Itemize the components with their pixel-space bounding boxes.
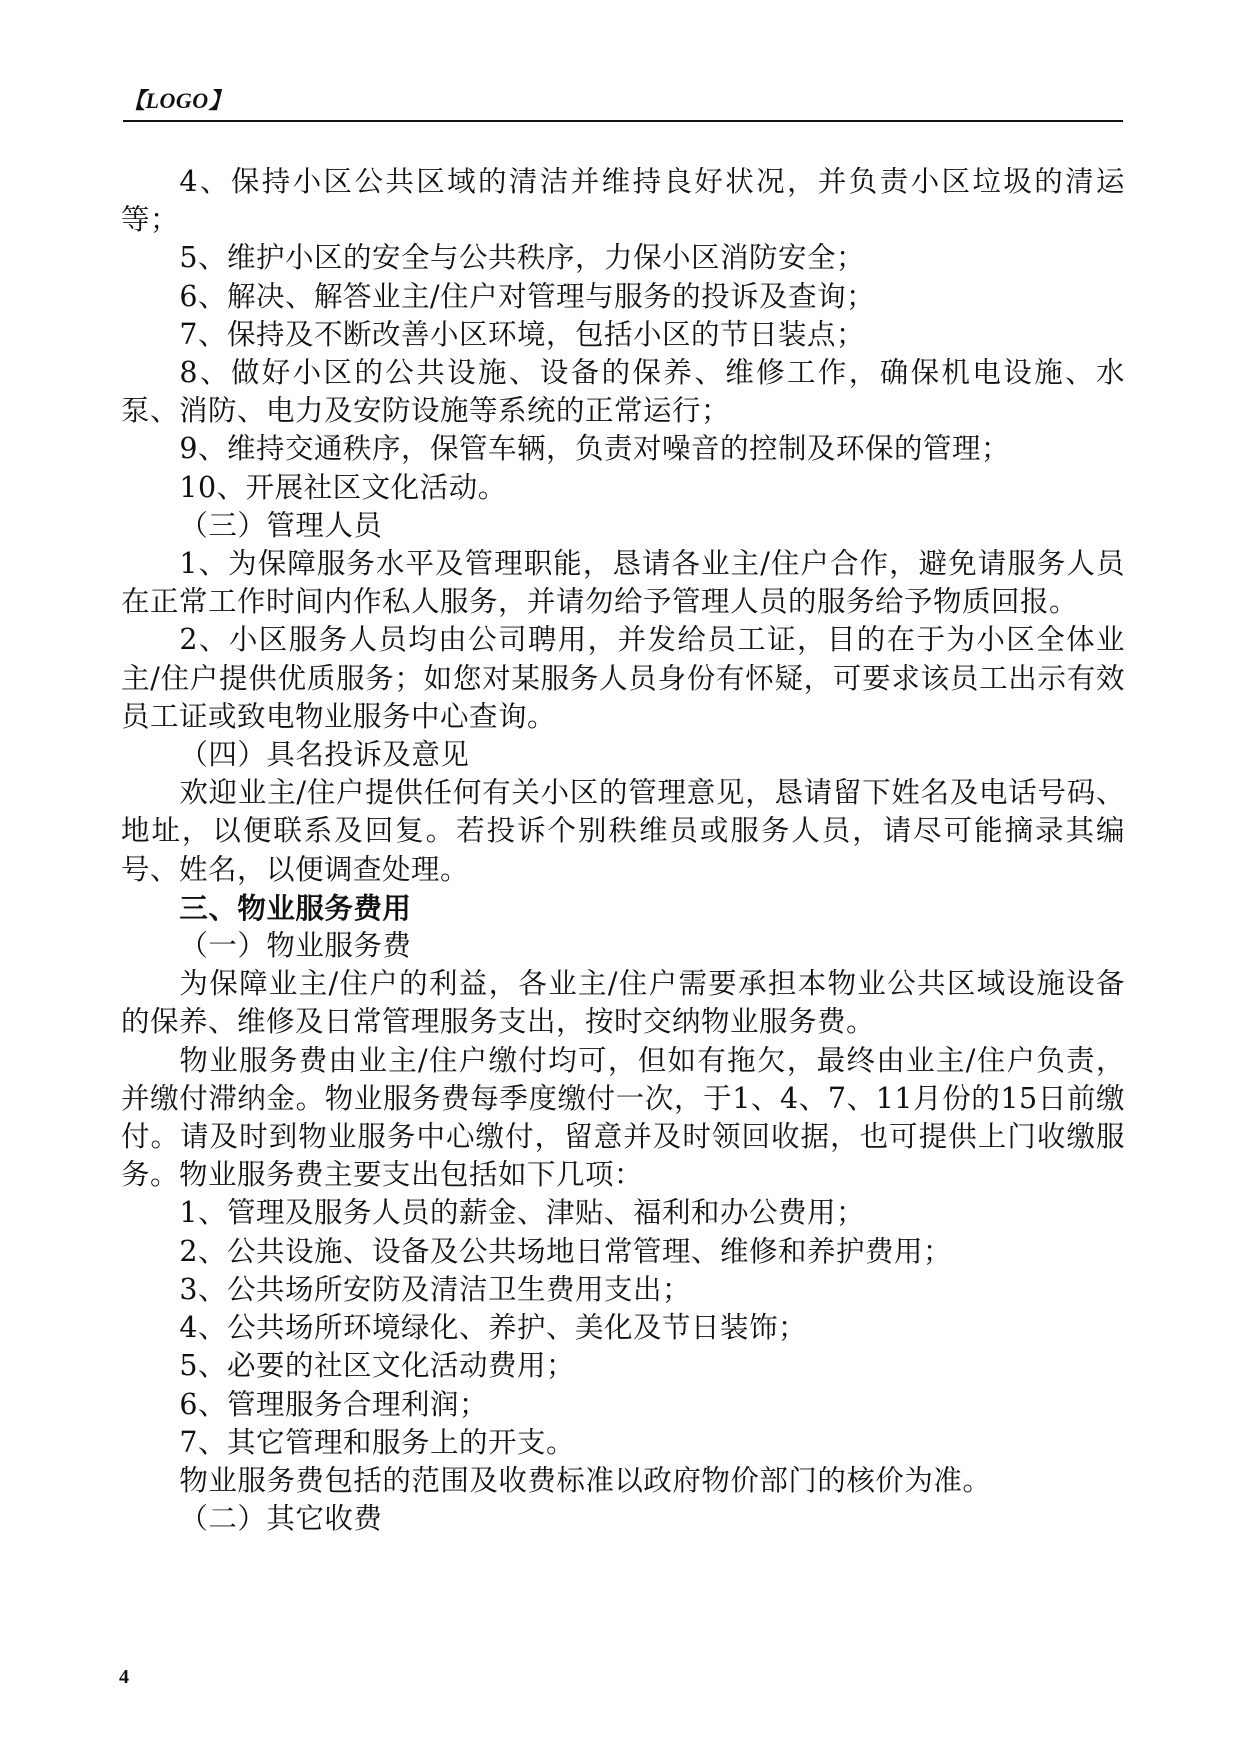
fee-list-item-2: 2、公共设施、设备及公共场地日常管理、维修和养护费用； <box>179 1234 953 1268</box>
paragraph-item-10: 10、开展社区文化活动。 <box>179 470 507 504</box>
page-number: 4 <box>119 1666 129 1688</box>
paragraph-fee-purpose: 为保障业主/住户的利益，各业主/住户需要承担本物业公共区域设施设备的保养、维修及日常管理服务支出，按时交纳物业服务费。 <box>121 967 1125 1039</box>
fee-list-item-1: 1、管理及服务人员的薪金、津贴、福利和办公费用； <box>179 1196 866 1230</box>
document-body <box>121 163 1125 1538</box>
paragraph-item-4: 4、保持小区公共区域的清洁并维持良好状况，并负责小区垃圾的清运等； <box>121 165 1125 237</box>
paragraph-item-7: 7、保持及不断改善小区环境，包括小区的节日装点； <box>179 317 866 351</box>
page-header <box>123 86 1123 122</box>
paragraph-staff-1: 1、为保障服务水平及管理职能，恳请各业主/住户合作，避免请服务人员在正常工作时间内作私人服务，并请勿给予管理人员的服务给予物质回报。 <box>121 547 1125 619</box>
paragraph-item-8: 8、做好小区的公共设施、设备的保养、维修工作，确保机电设施、水泵、消防、电力及安防设施等系统的正常运行； <box>121 356 1125 428</box>
fee-list-item-5: 5、必要的社区文化活动费用； <box>179 1349 576 1383</box>
fee-list-item-4: 4、公共场所环境绿化、养护、美化及节日装饰； <box>179 1311 808 1345</box>
paragraph-item-9: 9、维持交通秩序，保管车辆，负责对噪音的控制及环保的管理； <box>179 432 1011 466</box>
fee-list-item-6: 6、管理服务合理利润； <box>179 1387 489 1421</box>
fee-list-item-3: 3、公共场所安防及清洁卫生费用支出； <box>179 1272 692 1306</box>
paragraph-complaints: 欢迎业主/住户提供任何有关小区的管理意见，恳请留下姓名及电话号码、地址，以便联系及回复。若投诉个别秩维员或服务人员，请尽可能摘录其编号、姓名，以便调查处理。 <box>121 776 1125 886</box>
subsection-heading-other-charges: （二）其它收费 <box>179 1502 383 1536</box>
section-heading-complaints: （四）具名投诉及意见 <box>179 738 470 772</box>
fee-list-item-7: 7、其它管理和服务上的开支。 <box>179 1425 576 1459</box>
paragraph-staff-2: 2、小区服务人员均由公司聘用，并发给员工证，目的在于为小区全体业主/住户提供优质服务；如您对某服务人员身份有怀疑，可要求该员工出示有效员工证或致电物业服务中心查询。 <box>121 623 1125 733</box>
logo-text: 【LOGO】 <box>123 88 232 113</box>
subsection-heading-property-fee: （一）物业服务费 <box>179 929 412 963</box>
paragraph-item-6: 6、解决、解答业主/住户对管理与服务的投诉及查询； <box>179 279 876 313</box>
section-heading-management-staff: （三）管理人员 <box>179 508 383 542</box>
paragraph-item-5: 5、维护小区的安全与公共秩序，力保小区消防安全； <box>179 241 866 275</box>
paragraph-fee-standard: 物业服务费包括的范围及收费标准以政府物价部门的核价为准。 <box>179 1463 992 1497</box>
section-heading-service-fees: 三、物业服务费用 <box>179 890 412 925</box>
paragraph-fee-payment: 物业服务费由业主/住户缴付均可，但如有拖欠，最终由业主/住户负责，并缴付滞纳金。物业服务费每季度缴付一次，于1、4、7、11月份的15日前缴付。请及时到物业服务中心缴付，留意并及时领回收据，也可提供上门收缴服务。物业服务费主要支出包括如下几项： <box>121 1043 1125 1192</box>
